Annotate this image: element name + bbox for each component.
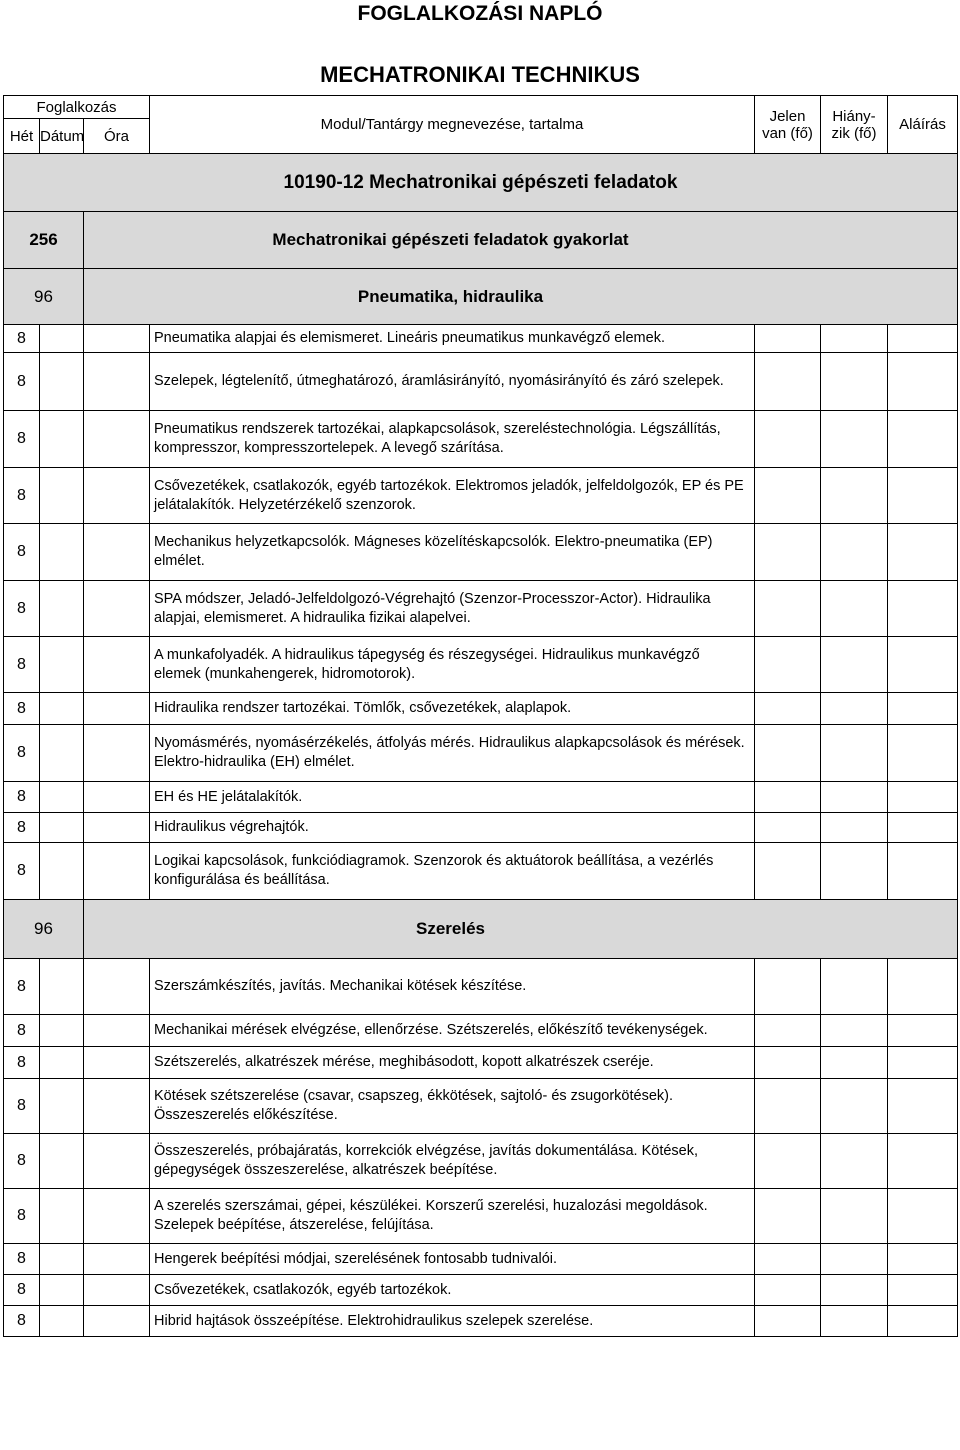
table-row <box>4 1134 958 1189</box>
date-cell[interactable] <box>40 411 84 468</box>
hour-number-cell[interactable] <box>84 353 150 411</box>
hours-cell: 8 <box>4 581 40 637</box>
column-header-datum: Dátum <box>40 119 84 154</box>
signature-cell[interactable] <box>888 353 958 411</box>
absent-cell[interactable] <box>821 1047 888 1079</box>
signature-cell[interactable] <box>888 693 958 725</box>
topic-cell: SPA módszer, Jeladó-Jelfeldolgozó-Végrehajtó (Szenzor-Processzor-Actor). Hidraulika alapjai, elemismeret. A hidraulika fizikai alapelvei. <box>150 581 755 637</box>
hours-cell: 8 <box>4 843 40 900</box>
present-cell[interactable] <box>755 1047 821 1079</box>
topic-cell: Logikai kapcsolások, funkciódiagramok. Szenzorok és aktuátorok beállítása, a vezérlés konfigurálása és beállítása. <box>150 843 755 900</box>
date-cell[interactable] <box>40 1079 84 1134</box>
date-cell[interactable] <box>40 325 84 353</box>
table-row <box>4 353 958 411</box>
column-header-het: Hét <box>4 119 40 154</box>
column-header-jelen-line1: Jelen <box>769 107 806 125</box>
table-row <box>4 782 958 813</box>
present-cell[interactable] <box>755 725 821 782</box>
signature-cell[interactable] <box>888 1306 958 1337</box>
table-row <box>4 581 958 637</box>
subject-title: Mechatronikai gépészeti feladatok gyakorlat <box>84 212 958 269</box>
hours-cell: 8 <box>4 1275 40 1306</box>
present-cell[interactable] <box>755 843 821 900</box>
signature-cell[interactable] <box>888 959 958 1015</box>
hours-cell: 8 <box>4 959 40 1015</box>
table-row <box>4 959 958 1015</box>
hours-cell: 8 <box>4 1306 40 1337</box>
hour-number-cell[interactable] <box>84 959 150 1015</box>
signature-cell[interactable] <box>888 1015 958 1047</box>
date-cell[interactable] <box>40 524 84 581</box>
column-header-hiany-line2: zik (fő) <box>831 124 877 142</box>
topic-cell: Mechanikus helyzetkapcsolók. Mágneses közelítéskapcsolók. Elektro-pneumatika (EP) elmélet. <box>150 524 755 581</box>
table-row <box>4 843 958 900</box>
hours-cell: 8 <box>4 1079 40 1134</box>
hour-number-cell[interactable] <box>84 325 150 353</box>
table-row <box>4 1244 958 1275</box>
date-cell[interactable] <box>40 1189 84 1244</box>
topic-cell: Hidraulikus végrehajtók. <box>150 813 755 843</box>
table-row <box>4 1189 958 1244</box>
hours-cell: 8 <box>4 411 40 468</box>
table-row <box>4 1275 958 1306</box>
signature-cell[interactable] <box>888 813 958 843</box>
signature-cell[interactable] <box>888 843 958 900</box>
date-cell[interactable] <box>40 1306 84 1337</box>
hours-cell: 8 <box>4 782 40 813</box>
topic-cell: Pneumatika alapjai és elemismeret. Lineáris pneumatikus munkavégző elemek. <box>150 325 755 353</box>
hours-cell: 8 <box>4 725 40 782</box>
topic-cell: Szétszerelés, alkatrészek mérése, meghibásodott, kopott alkatrészek cseréje. <box>150 1047 755 1079</box>
topic-cell: Szerszámkészítés, javítás. Mechanikai kötések készítése. <box>150 959 755 1015</box>
hour-number-cell[interactable] <box>84 1134 150 1189</box>
section-row <box>4 900 958 959</box>
topic-cell: Hidraulika rendszer tartozékai. Tömlők, csővezetékek, alaplapok. <box>150 693 755 725</box>
topic-cell: Csővezetékek, csatlakozók, egyéb tartozékok. <box>150 1275 755 1306</box>
table-row <box>4 637 958 693</box>
absent-cell[interactable] <box>821 1079 888 1134</box>
signature-cell[interactable] <box>888 581 958 637</box>
topic-cell: Mechanikai mérések elvégzése, ellenőrzése. Szétszerelés, előkészítő tevékenységek. <box>150 1015 755 1047</box>
hour-number-cell[interactable] <box>84 581 150 637</box>
signature-cell[interactable] <box>888 325 958 353</box>
absent-cell[interactable] <box>821 325 888 353</box>
present-cell[interactable] <box>755 1079 821 1134</box>
module-title: 10190-12 Mechatronikai gépészeti feladatok <box>4 154 958 212</box>
subject-row <box>4 212 958 269</box>
section-hours: 96 <box>4 269 84 325</box>
document-subtitle: MECHATRONIKAI TECHNIKUS <box>320 62 640 87</box>
hour-number-cell[interactable] <box>84 693 150 725</box>
column-header-ora: Óra <box>84 119 150 154</box>
absent-cell[interactable] <box>821 524 888 581</box>
present-cell[interactable] <box>755 1134 821 1189</box>
absent-cell[interactable] <box>821 959 888 1015</box>
hour-number-cell[interactable] <box>84 468 150 524</box>
hour-number-cell[interactable] <box>84 782 150 813</box>
topic-cell: Hengerek beépítési módjai, szerelésének fontosabb tudnivalói. <box>150 1244 755 1275</box>
hours-cell: 8 <box>4 468 40 524</box>
date-cell[interactable] <box>40 1244 84 1275</box>
hours-cell: 8 <box>4 353 40 411</box>
signature-cell[interactable] <box>888 524 958 581</box>
column-header-alairas: Aláírás <box>888 96 958 154</box>
column-header-modul: Modul/Tantárgy megnevezése, tartalma <box>150 96 755 154</box>
signature-cell[interactable] <box>888 725 958 782</box>
present-cell[interactable] <box>755 524 821 581</box>
topic-cell: A szerelés szerszámai, gépei, készülékei. Korszerű szerelési, huzalozási megoldások. Szelepek beépítése, átszerelése, felújítása. <box>150 1189 755 1244</box>
present-cell[interactable] <box>755 1189 821 1244</box>
date-cell[interactable] <box>40 581 84 637</box>
signature-cell[interactable] <box>888 1189 958 1244</box>
present-cell[interactable] <box>755 1306 821 1337</box>
absent-cell[interactable] <box>821 468 888 524</box>
signature-cell[interactable] <box>888 1047 958 1079</box>
absent-cell[interactable] <box>821 1015 888 1047</box>
signature-cell[interactable] <box>888 1079 958 1134</box>
hour-number-cell[interactable] <box>84 411 150 468</box>
activity-log-table <box>3 95 958 1337</box>
date-cell[interactable] <box>40 468 84 524</box>
absent-cell[interactable] <box>821 725 888 782</box>
table-row <box>4 725 958 782</box>
table-row <box>4 524 958 581</box>
hours-cell: 8 <box>4 1134 40 1189</box>
date-cell[interactable] <box>40 1015 84 1047</box>
subject-hours: 256 <box>4 212 84 269</box>
hours-cell: 8 <box>4 637 40 693</box>
date-cell[interactable] <box>40 843 84 900</box>
signature-cell[interactable] <box>888 1134 958 1189</box>
column-header-hiany <box>821 96 888 154</box>
table-row <box>4 1047 958 1079</box>
date-cell[interactable] <box>40 725 84 782</box>
absent-cell[interactable] <box>821 782 888 813</box>
present-cell[interactable] <box>755 325 821 353</box>
date-cell[interactable] <box>40 693 84 725</box>
column-header-foglalkozas: Foglalkozás <box>4 96 150 119</box>
table-row <box>4 468 958 524</box>
table-row <box>4 1015 958 1047</box>
hour-number-cell[interactable] <box>84 813 150 843</box>
topic-cell: EH és HE jelátalakítók. <box>150 782 755 813</box>
hour-number-cell[interactable] <box>84 1244 150 1275</box>
table-row <box>4 1306 958 1337</box>
section-title: Pneumatika, hidraulika <box>84 269 958 325</box>
topic-cell: Nyomásmérés, nyomásérzékelés, átfolyás mérés. Hidraulikus alapkapcsolások és mérések. Elektro-hidraulika (EH) elmélet. <box>150 725 755 782</box>
hours-cell: 8 <box>4 1047 40 1079</box>
topic-cell: Kötések szétszerelése (csavar, csapszeg, ékkötések, sajtoló- és zsugorkötések). Összeszerelés előkészítése. <box>150 1079 755 1134</box>
present-cell[interactable] <box>755 1015 821 1047</box>
table-row <box>4 693 958 725</box>
signature-cell[interactable] <box>888 1275 958 1306</box>
signature-cell[interactable] <box>888 782 958 813</box>
hour-number-cell[interactable] <box>84 843 150 900</box>
signature-cell[interactable] <box>888 468 958 524</box>
section-hours: 96 <box>4 900 84 959</box>
hours-cell: 8 <box>4 1244 40 1275</box>
absent-cell[interactable] <box>821 813 888 843</box>
hour-number-cell[interactable] <box>84 725 150 782</box>
hour-number-cell[interactable] <box>84 637 150 693</box>
date-cell[interactable] <box>40 782 84 813</box>
present-cell[interactable] <box>755 581 821 637</box>
hour-number-cell[interactable] <box>84 524 150 581</box>
present-cell[interactable] <box>755 411 821 468</box>
hour-number-cell[interactable] <box>84 1079 150 1134</box>
absent-cell[interactable] <box>821 693 888 725</box>
column-header-hiany-line1: Hiány- <box>832 107 876 125</box>
topic-cell: Szelepek, légtelenítő, útmeghatározó, áramlásirányító, nyomásirányító és záró szelepek. <box>150 353 755 411</box>
absent-cell[interactable] <box>821 1275 888 1306</box>
topic-cell: Csővezetékek, csatlakozók, egyéb tartozékok. Elektromos jeladók, jelfeldolgozók, EP és PE jelátalakítók. Helyzetérzékelő szenzorok. <box>150 468 755 524</box>
section-title: Szerelés <box>84 900 958 959</box>
signature-cell[interactable] <box>888 411 958 468</box>
absent-cell[interactable] <box>821 1306 888 1337</box>
topic-cell: Összeszerelés, próbajáratás, korrekciók elvégzése, javítás dokumentálása. Kötések, gépegységek összeszerelése, alkatrészek beépítése. <box>150 1134 755 1189</box>
absent-cell[interactable] <box>821 1189 888 1244</box>
topic-cell: Hibrid hajtások összeépítése. Elektrohidraulikus szelepek szerelése. <box>150 1306 755 1337</box>
date-cell[interactable] <box>40 353 84 411</box>
table-row <box>4 813 958 843</box>
column-header-jelen-line2: van (fő) <box>762 124 813 142</box>
hours-cell: 8 <box>4 325 40 353</box>
present-cell[interactable] <box>755 959 821 1015</box>
present-cell[interactable] <box>755 1244 821 1275</box>
hours-cell: 8 <box>4 813 40 843</box>
module-row <box>4 154 958 212</box>
column-header-jelen <box>755 96 821 154</box>
hours-cell: 8 <box>4 1189 40 1244</box>
absent-cell[interactable] <box>821 353 888 411</box>
present-cell[interactable] <box>755 468 821 524</box>
signature-cell[interactable] <box>888 1244 958 1275</box>
hours-cell: 8 <box>4 1015 40 1047</box>
absent-cell[interactable] <box>821 1134 888 1189</box>
date-cell[interactable] <box>40 813 84 843</box>
present-cell[interactable] <box>755 813 821 843</box>
hour-number-cell[interactable] <box>84 1275 150 1306</box>
hour-number-cell[interactable] <box>84 1189 150 1244</box>
absent-cell[interactable] <box>821 1244 888 1275</box>
hour-number-cell[interactable] <box>84 1306 150 1337</box>
date-cell[interactable] <box>40 1275 84 1306</box>
present-cell[interactable] <box>755 353 821 411</box>
topic-cell: Pneumatikus rendszerek tartozékai, alapkapcsolások, szereléstechnológia. Légszállítás, kompresszor, kompresszortelepek. A levegő szárítása. <box>150 411 755 468</box>
hours-cell: 8 <box>4 524 40 581</box>
table-row <box>4 411 958 468</box>
present-cell[interactable] <box>755 782 821 813</box>
date-cell[interactable] <box>40 1134 84 1189</box>
present-cell[interactable] <box>755 1275 821 1306</box>
absent-cell[interactable] <box>821 411 888 468</box>
topic-cell: A munkafolyadék. A hidraulikus tápegység és részegységei. Hidraulikus munkavégző elemek (munkahengerek, hidromotorok). <box>150 637 755 693</box>
absent-cell[interactable] <box>821 843 888 900</box>
table-row <box>4 1079 958 1134</box>
date-cell[interactable] <box>40 637 84 693</box>
signature-cell[interactable] <box>888 637 958 693</box>
hour-number-cell[interactable] <box>84 1015 150 1047</box>
absent-cell[interactable] <box>821 637 888 693</box>
present-cell[interactable] <box>755 637 821 693</box>
table-row <box>4 325 958 353</box>
date-cell[interactable] <box>40 959 84 1015</box>
hour-number-cell[interactable] <box>84 1047 150 1079</box>
hours-cell: 8 <box>4 693 40 725</box>
section-row <box>4 269 958 325</box>
document-title: FOGLALKOZÁSI NAPLÓ <box>357 2 603 25</box>
absent-cell[interactable] <box>821 581 888 637</box>
date-cell[interactable] <box>40 1047 84 1079</box>
present-cell[interactable] <box>755 693 821 725</box>
